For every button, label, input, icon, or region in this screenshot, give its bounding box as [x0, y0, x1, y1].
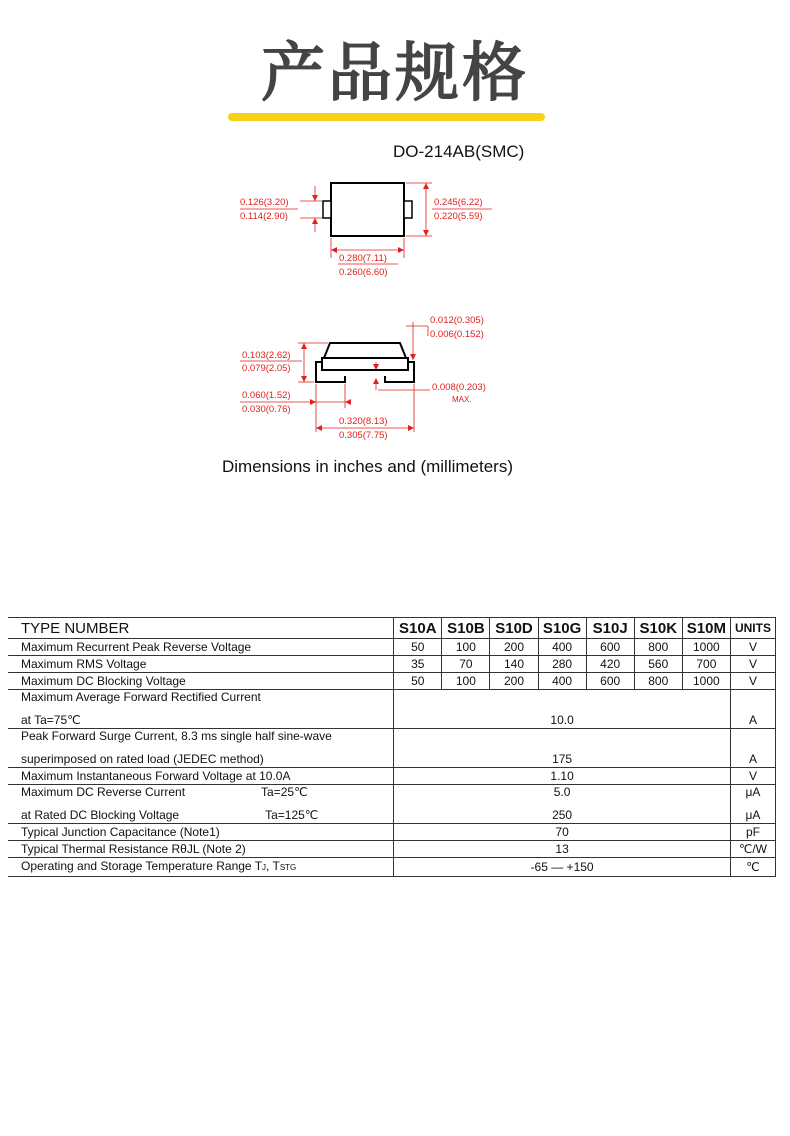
dim-overall-length-min: 0.305(7.75) — [339, 430, 388, 441]
reverse-current-label: Maximum DC Reverse Current — [21, 785, 186, 799]
row-label: Maximum Recurrent Peak Reverse Voltage — [8, 639, 394, 656]
table-row — [8, 673, 776, 690]
dim-lead-thickness-max: 0.012(0.305) — [430, 315, 484, 326]
reverse-current-value-25: 5.0 — [553, 785, 571, 799]
table-row — [8, 824, 776, 841]
cell-value: 35 — [394, 656, 442, 673]
temp-label: Operating and Storage Temperature Range T — [21, 859, 263, 873]
row-label: Typical Junction Capacitance (Note1) — [8, 824, 394, 841]
cell-value — [394, 785, 731, 824]
dim-lead-length-min: 0.030(0.76) — [242, 404, 291, 415]
dim-standoff-note: MAX. — [452, 395, 472, 404]
avg-current-label: Maximum Average Forward Rectified Current — [21, 690, 261, 704]
unit-ua: μA — [745, 785, 761, 799]
cell-unit — [730, 785, 775, 824]
row-label: Maximum DC Blocking Voltage — [8, 673, 394, 690]
cell-value: 600 — [586, 673, 634, 690]
part-header: S10G — [538, 618, 586, 639]
cell-value: 700 — [682, 656, 730, 673]
row-label: Maximum RMS Voltage — [8, 656, 394, 673]
cell-value: 400 — [538, 673, 586, 690]
cell-unit: V — [730, 673, 775, 690]
cell-value: 13 — [394, 841, 731, 858]
cell-value: 600 — [586, 639, 634, 656]
side-view — [240, 322, 430, 432]
cell-value: 200 — [490, 673, 538, 690]
part-header: S10J — [586, 618, 634, 639]
dim-lead-length-max: 0.060(1.52) — [242, 390, 291, 401]
dim-body-length-max: 0.280(7.11) — [339, 253, 387, 264]
cell-unit: V — [730, 639, 775, 656]
row-label — [8, 729, 394, 768]
top-view — [240, 183, 492, 264]
dim-total-height-max: 0.103(2.62) — [242, 350, 291, 361]
reverse-current-cond-25: Ta=25℃ — [261, 785, 308, 799]
cell-value: -65 — +150 — [394, 858, 731, 877]
row-label — [8, 690, 394, 729]
surge-condition: superimposed on rated load (JEDEC method) — [21, 752, 264, 766]
reverse-current-cond-125: Ta=125℃ — [265, 808, 319, 822]
cell-unit: ℃ — [730, 858, 775, 877]
table-row — [8, 858, 776, 877]
dim-standoff: 0.008(0.203) — [432, 382, 486, 393]
table-row — [8, 690, 776, 729]
part-header: S10M — [682, 618, 730, 639]
temp-sub-stg: STG — [279, 863, 297, 872]
cell-value: 70 — [394, 824, 731, 841]
cell-value: 560 — [634, 656, 682, 673]
part-header: S10A — [394, 618, 442, 639]
cell-unit: V — [730, 656, 775, 673]
page-title: 产品规格 — [261, 37, 529, 111]
part-header: S10K — [634, 618, 682, 639]
table-row — [8, 656, 776, 673]
dim-width-min: 0.220(5.59) — [434, 211, 483, 222]
reverse-current-label2: at Rated DC Blocking Voltage — [21, 808, 180, 822]
cell-value: 1000 — [682, 673, 730, 690]
spec-table — [8, 617, 776, 877]
cell-unit: ℃/W — [730, 841, 775, 858]
cell-value: 420 — [586, 656, 634, 673]
dim-total-height-min: 0.079(2.05) — [242, 363, 291, 374]
dim-width-max: 0.245(6.22) — [434, 197, 483, 208]
cell-value: 1000 — [682, 639, 730, 656]
cell-value: 100 — [442, 673, 490, 690]
dimensions-caption: Dimensions in inches and (millimeters) — [222, 457, 513, 476]
cell-value: 70 — [442, 656, 490, 673]
table-row — [8, 768, 776, 785]
table-row — [8, 785, 776, 824]
cell-unit: A — [730, 729, 775, 768]
cell-value: 800 — [634, 673, 682, 690]
table-header-row — [8, 618, 776, 639]
dim-lead-thickness-min: 0.006(0.152) — [430, 329, 484, 340]
cell-value: 400 — [538, 639, 586, 656]
dim-height-max: 0.126(3.20) — [240, 197, 289, 208]
row-label — [8, 785, 394, 824]
avg-current-condition: at Ta=75℃ — [21, 713, 81, 727]
temp-sub-j: J — [262, 863, 267, 872]
row-label — [8, 858, 394, 877]
cell-value: 800 — [634, 639, 682, 656]
cell-value: 1.10 — [394, 768, 731, 785]
table-row — [8, 729, 776, 768]
units-header: UNITS — [730, 618, 775, 639]
cell-value: 50 — [394, 639, 442, 656]
cell-value: 100 — [442, 639, 490, 656]
part-header: S10D — [490, 618, 538, 639]
cell-value: 10.0 — [394, 690, 731, 729]
surge-label: Peak Forward Surge Current, 8.3 ms single half sine-wave — [21, 729, 332, 743]
dim-height-min: 0.114(2.90) — [240, 211, 288, 222]
package-name: DO-214AB(SMC) — [393, 142, 525, 161]
table-row — [8, 639, 776, 656]
row-label: Typical Thermal Resistance RθJL (Note 2) — [8, 841, 394, 858]
dim-overall-length-max: 0.320(8.13) — [339, 416, 388, 427]
cell-value: 175 — [394, 729, 731, 768]
reverse-current-value-125: 250 — [552, 808, 573, 822]
type-number-header: TYPE NUMBER — [8, 618, 394, 639]
cell-value: 280 — [538, 656, 586, 673]
unit-ua: μA — [745, 808, 761, 822]
cell-unit: pF — [730, 824, 775, 841]
cell-unit: A — [730, 690, 775, 729]
temp-sep: , T — [266, 859, 280, 873]
row-label: Maximum Instantaneous Forward Voltage at 10.0A — [8, 768, 394, 785]
cell-value: 140 — [490, 656, 538, 673]
cell-unit: V — [730, 768, 775, 785]
cell-value: 50 — [394, 673, 442, 690]
part-header: S10B — [442, 618, 490, 639]
cell-value: 200 — [490, 639, 538, 656]
dim-body-length-min: 0.260(6.60) — [339, 267, 388, 278]
table-row — [8, 841, 776, 858]
package-dimension-drawing — [0, 0, 790, 460]
